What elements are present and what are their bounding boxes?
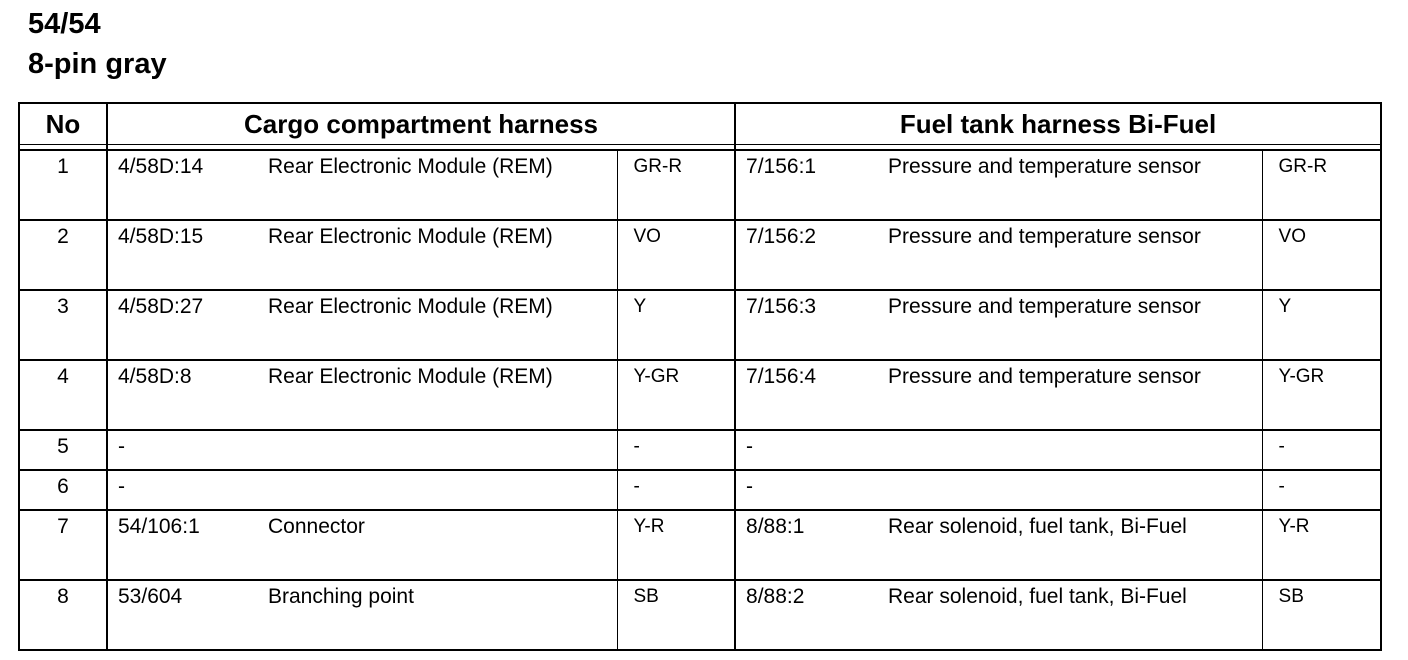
fuel-tank-harness-connection — [735, 150, 1262, 220]
table-row — [19, 150, 1381, 220]
fuel-tank-harness-description — [888, 432, 1262, 462]
cargo-harness-wire-color: SB — [617, 580, 735, 650]
fuel-tank-harness-connection — [735, 290, 1262, 360]
cargo-harness-connection — [107, 430, 617, 470]
fuel-tank-harness-code: 7/156:4 — [746, 365, 817, 388]
fuel-tank-harness-description: Pressure and temperature sensor — [888, 295, 1201, 318]
cargo-harness-description: Rear Electronic Module (REM) — [268, 365, 553, 388]
pin-number: 1 — [19, 150, 107, 220]
table-row — [19, 220, 1381, 290]
cargo-harness-wire-color: Y-GR — [617, 360, 735, 430]
fuel-tank-harness-connection — [735, 510, 1262, 580]
fuel-tank-harness-code: 8/88:1 — [746, 515, 805, 538]
fuel-tank-harness-wire-color: VO — [1262, 220, 1381, 290]
connector-type-title: 8-pin gray — [28, 48, 167, 80]
cargo-harness-code: 4/58D:15 — [118, 225, 204, 248]
cargo-harness-wire-color: - — [617, 430, 735, 470]
fuel-tank-harness-code: - — [746, 435, 754, 458]
fuel-tank-harness-wire-color: SB — [1262, 580, 1381, 650]
table-row — [19, 360, 1381, 430]
cargo-harness-connection — [107, 290, 617, 360]
pin-number: 3 — [19, 290, 107, 360]
cargo-harness-code: 4/58D:27 — [118, 295, 204, 318]
connector-id-title: 54/54 — [28, 8, 101, 40]
fuel-tank-harness-description: Pressure and temperature sensor — [888, 365, 1201, 388]
cargo-harness-connection — [107, 150, 617, 220]
fuel-tank-harness-code: 7/156:1 — [746, 155, 817, 178]
pin-assignment-table — [18, 102, 1382, 651]
fuel-tank-harness-connection — [735, 580, 1262, 650]
fuel-tank-harness-description: Rear solenoid, fuel tank, Bi-Fuel — [888, 585, 1187, 608]
fuel-tank-harness-code: 7/156:3 — [746, 295, 817, 318]
column-header-fuel-tank-harness: Fuel tank harness Bi-Fuel — [735, 103, 1381, 145]
fuel-tank-harness-wire-color: GR-R — [1262, 150, 1381, 220]
cargo-harness-description: Rear Electronic Module (REM) — [268, 295, 553, 318]
cargo-harness-connection — [107, 220, 617, 290]
fuel-tank-harness-code: 7/156:2 — [746, 225, 817, 248]
pin-number: 2 — [19, 220, 107, 290]
cargo-harness-code: 54/106:1 — [118, 515, 200, 538]
table-row — [19, 290, 1381, 360]
fuel-tank-harness-wire-color: - — [1262, 470, 1381, 510]
fuel-tank-harness-description: Pressure and temperature sensor — [888, 225, 1201, 248]
table-row — [19, 510, 1381, 580]
fuel-tank-harness-wire-color: Y-R — [1262, 510, 1381, 580]
cargo-harness-description: Connector — [268, 515, 365, 538]
pin-number: 4 — [19, 360, 107, 430]
cargo-harness-connection — [107, 510, 617, 580]
cargo-harness-description: Rear Electronic Module (REM) — [268, 155, 553, 178]
cargo-harness-wire-color: - — [617, 470, 735, 510]
table-row — [19, 470, 1381, 510]
cargo-harness-code: 4/58D:14 — [118, 155, 204, 178]
cargo-harness-connection — [107, 360, 617, 430]
cargo-harness-code: 4/58D:8 — [118, 365, 192, 388]
cargo-harness-code: 53/604 — [118, 585, 183, 608]
cargo-harness-description: Branching point — [268, 585, 414, 608]
pin-number: 5 — [19, 430, 107, 470]
fuel-tank-harness-wire-color: Y — [1262, 290, 1381, 360]
fuel-tank-harness-connection — [735, 430, 1262, 470]
fuel-tank-harness-description: Pressure and temperature sensor — [888, 155, 1201, 178]
fuel-tank-harness-description: Rear solenoid, fuel tank, Bi-Fuel — [888, 515, 1187, 538]
fuel-tank-harness-code: - — [746, 475, 754, 498]
pin-number: 8 — [19, 580, 107, 650]
cargo-harness-wire-color: Y — [617, 290, 735, 360]
cargo-harness-connection — [107, 470, 617, 510]
fuel-tank-harness-connection — [735, 360, 1262, 430]
cargo-harness-description — [268, 432, 617, 462]
table-row — [19, 430, 1381, 470]
cargo-harness-wire-color: GR-R — [617, 150, 735, 220]
table-row — [19, 580, 1381, 650]
cargo-harness-wire-color: VO — [617, 220, 735, 290]
cargo-harness-code: - — [118, 435, 125, 458]
column-header-cargo-harness: Cargo compartment harness — [107, 103, 735, 145]
pin-number: 7 — [19, 510, 107, 580]
fuel-tank-harness-connection — [735, 220, 1262, 290]
fuel-tank-harness-connection — [735, 470, 1262, 510]
cargo-harness-description — [268, 472, 617, 502]
fuel-tank-harness-description — [888, 472, 1262, 502]
fuel-tank-harness-code: 8/88:2 — [746, 585, 805, 608]
fuel-tank-harness-wire-color: - — [1262, 430, 1381, 470]
cargo-harness-code: - — [118, 475, 125, 498]
fuel-tank-harness-wire-color: Y-GR — [1262, 360, 1381, 430]
cargo-harness-connection — [107, 580, 617, 650]
table-header-row — [19, 103, 1381, 145]
column-header-no: No — [19, 103, 107, 145]
cargo-harness-wire-color: Y-R — [617, 510, 735, 580]
cargo-harness-description: Rear Electronic Module (REM) — [268, 225, 553, 248]
pin-number: 6 — [19, 470, 107, 510]
